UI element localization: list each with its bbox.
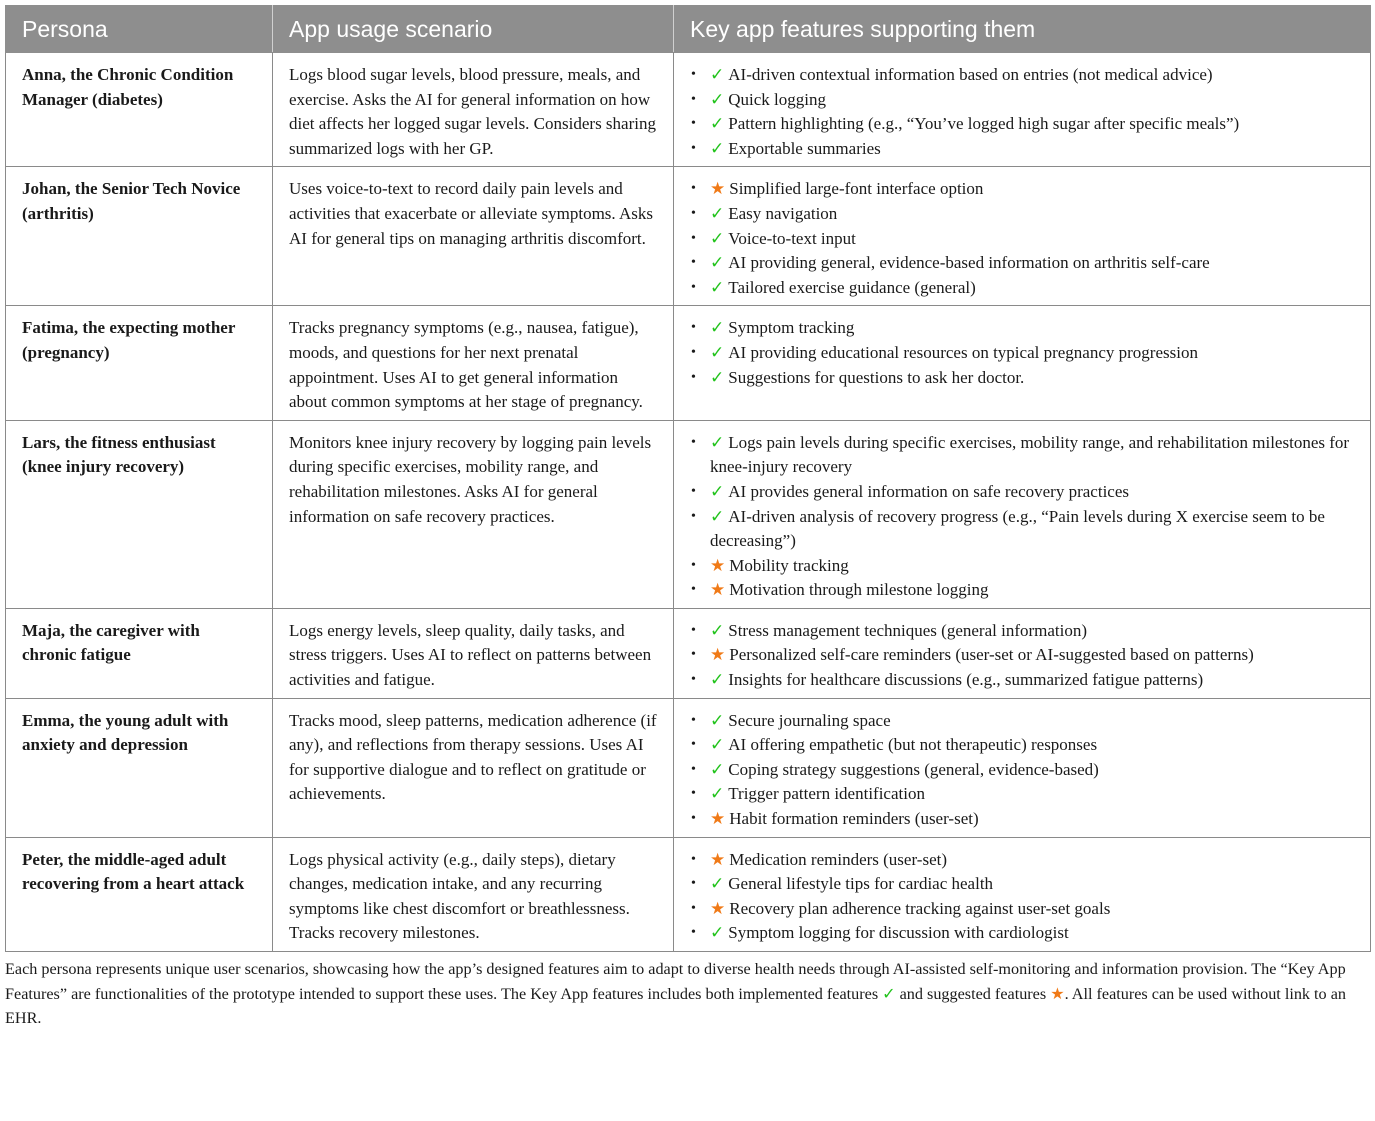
bullet-icon: • — [691, 712, 696, 728]
checkmark-icon: ✓ — [882, 983, 896, 1003]
bullet-icon: • — [691, 230, 696, 246]
feature-item — [690, 733, 1354, 758]
persona-cell: Peter, the middle-aged adult recovering from a heart attack — [6, 837, 273, 951]
feature-text: Motivation through milestone logging — [729, 580, 989, 600]
checkmark-icon: ✓ — [710, 253, 725, 274]
feature-item — [690, 921, 1354, 946]
bullet-icon: • — [691, 434, 696, 450]
checkmark-icon: ✓ — [710, 710, 725, 731]
feature-text: Trigger pattern identification — [728, 784, 925, 804]
bullet-icon: • — [691, 279, 696, 295]
feature-item — [690, 480, 1354, 505]
table-row — [6, 698, 1371, 837]
checkmark-icon: ✓ — [710, 65, 725, 85]
feature-item — [690, 431, 1354, 480]
features-cell — [674, 420, 1371, 608]
feature-text: Symptom logging for discussion with cardiologist — [728, 923, 1069, 943]
bullet-icon: • — [691, 67, 696, 82]
bullet-icon: • — [691, 925, 696, 941]
features-cell — [674, 837, 1371, 951]
feature-list — [690, 177, 1354, 300]
feature-item — [690, 112, 1354, 137]
table-row — [6, 306, 1371, 420]
header-scenario: App usage scenario — [273, 6, 674, 53]
persona-cell: Fatima, the expecting mother (pregnancy) — [6, 306, 273, 420]
feature-text: Stress management techniques (general information) — [728, 620, 1088, 640]
feature-text: Personalized self-care reminders (user-set or AI-suggested based on patterns) — [729, 645, 1254, 665]
bullet-icon: • — [691, 851, 696, 867]
feature-text: Insights for healthcare discussions (e.g., summarized fatigue patterns) — [728, 670, 1204, 690]
header-persona: Persona — [6, 6, 273, 53]
bullet-icon: • — [691, 181, 696, 197]
persona-cell: Anna, the Chronic Condition Manager (diabetes) — [6, 53, 273, 167]
features-cell — [674, 608, 1371, 698]
checkmark-icon: ✓ — [710, 874, 725, 895]
feature-text: Logs pain levels during specific exercises, mobility range, and rehabilitation milestones for knee-injury recovery — [710, 432, 1350, 477]
bullet-icon: • — [691, 737, 696, 753]
feature-item — [690, 758, 1354, 783]
feature-text: AI providing general, evidence-based information on arthritis self-care — [728, 253, 1210, 273]
bullet-icon: • — [691, 672, 696, 688]
checkmark-icon: ✓ — [710, 670, 725, 691]
table-header — [6, 6, 1371, 53]
table-body — [6, 53, 1371, 952]
feature-list — [690, 619, 1354, 693]
checkmark-icon: ✓ — [710, 203, 725, 224]
checkmark-icon: ✓ — [710, 114, 725, 135]
persona-cell: Lars, the fitness enthusiast (knee injury recovery) — [6, 420, 273, 608]
feature-text: Medication reminders (user-set) — [729, 849, 947, 869]
feature-item — [690, 63, 1354, 88]
feature-item — [690, 619, 1354, 644]
feature-text: Suggestions for questions to ask her doctor. — [728, 367, 1025, 387]
feature-item — [690, 782, 1354, 807]
bullet-icon: • — [691, 255, 696, 271]
bullet-icon: • — [691, 582, 696, 598]
feature-item — [690, 88, 1354, 113]
feature-item — [690, 316, 1354, 341]
table-container — [5, 5, 1370, 1031]
feature-item — [690, 177, 1354, 202]
feature-item — [690, 227, 1354, 252]
header-features: Key app features supporting them — [674, 6, 1371, 53]
bullet-icon: • — [691, 140, 696, 156]
scenario-cell: Monitors knee injury recovery by logging pain levels during specific exercises, mobility range, and rehabilitation milestones. Asks AI for general information on safe recovery practices. — [273, 420, 674, 608]
feature-text: Habit formation reminders (user-set) — [729, 809, 979, 829]
feature-item — [690, 251, 1354, 276]
feature-item — [690, 366, 1354, 391]
features-cell — [674, 306, 1371, 420]
bullet-icon: • — [691, 647, 696, 663]
feature-item — [690, 276, 1354, 301]
scenario-cell: Logs physical activity (e.g., daily steps), dietary changes, medication intake, and any recurring symptoms like chest discomfort or breathlessness. Tracks recovery milestones. — [273, 837, 674, 951]
bullet-icon: • — [691, 344, 696, 360]
feature-item — [690, 578, 1354, 603]
feature-text: Voice-to-text input — [728, 228, 856, 248]
feature-item — [690, 897, 1354, 922]
table-row — [6, 420, 1371, 608]
features-cell — [674, 698, 1371, 837]
feature-list — [690, 709, 1354, 832]
bullet-icon: • — [691, 483, 696, 499]
persona-cell: Johan, the Senior Tech Novice (arthritis) — [6, 167, 273, 306]
feature-text: Secure journaling space — [728, 710, 891, 730]
star-icon: ★ — [710, 898, 726, 919]
checkmark-icon: ✓ — [710, 759, 725, 780]
checkmark-icon: ✓ — [710, 735, 725, 756]
persona-table — [5, 5, 1371, 952]
feature-text: AI offering empathetic (but not therapeutic) responses — [728, 735, 1098, 755]
bullet-icon: • — [691, 557, 696, 573]
feature-list — [690, 431, 1354, 603]
checkmark-icon: ✓ — [710, 367, 725, 388]
feature-list — [690, 316, 1354, 390]
checkmark-icon: ✓ — [710, 277, 725, 298]
feature-text: Easy navigation — [728, 203, 838, 223]
bullet-icon: • — [691, 508, 696, 524]
features-cell — [674, 53, 1371, 167]
star-icon: ★ — [710, 555, 726, 576]
star-icon: ★ — [710, 645, 726, 666]
feature-item — [690, 807, 1354, 832]
feature-text: AI provides general information on safe recovery practices — [728, 481, 1129, 501]
bullet-icon: • — [691, 116, 696, 132]
feature-item — [690, 668, 1354, 693]
feature-text: Recovery plan adherence tracking against user-set goals — [729, 898, 1111, 918]
persona-cell: Maja, the caregiver with chronic fatigue — [6, 608, 273, 698]
feature-text: AI providing educational resources on typical pregnancy progression — [728, 342, 1198, 362]
star-icon: ★ — [710, 580, 726, 601]
scenario-cell: Uses voice-to-text to record daily pain levels and activities that exacerbate or alleviate symptoms. Asks AI for general tips on managing arthritis discomfort. — [273, 167, 674, 306]
feature-text: Symptom tracking — [728, 318, 855, 338]
persona-cell: Emma, the young adult with anxiety and depression — [6, 698, 273, 837]
feature-text: Pattern highlighting (e.g., “You’ve logged high sugar after specific meals”) — [728, 114, 1240, 134]
feature-text: Coping strategy suggestions (general, evidence-based) — [728, 759, 1099, 779]
bullet-icon: • — [691, 900, 696, 916]
star-icon: ★ — [710, 849, 726, 870]
feature-item — [690, 137, 1354, 162]
checkmark-icon: ✓ — [710, 228, 725, 249]
table-row — [6, 837, 1371, 951]
feature-item — [690, 554, 1354, 579]
star-icon: ★ — [710, 809, 726, 830]
table-row — [6, 167, 1371, 306]
checkmark-icon: ✓ — [710, 481, 725, 502]
checkmark-icon: ✓ — [710, 89, 725, 110]
checkmark-icon: ✓ — [710, 620, 725, 641]
header-row — [6, 6, 1371, 53]
table-row — [6, 53, 1371, 167]
scenario-cell: Logs blood sugar levels, blood pressure, meals, and exercise. Asks the AI for general information on how diet affects her logged sugar levels. Considers sharing summarized logs with her GP. — [273, 53, 674, 167]
table-row — [6, 608, 1371, 698]
features-cell — [674, 167, 1371, 306]
checkmark-icon: ✓ — [710, 342, 725, 363]
checkmark-icon: ✓ — [710, 138, 725, 159]
feature-text: AI-driven contextual information based on entries (not medical advice) — [728, 65, 1213, 84]
feature-text: Quick logging — [728, 89, 826, 109]
feature-item — [690, 872, 1354, 897]
footnote-text-2: and suggested features — [895, 984, 1051, 1003]
bullet-icon: • — [691, 622, 696, 638]
star-icon: ★ — [710, 179, 726, 200]
checkmark-icon: ✓ — [710, 923, 725, 944]
feature-text: AI-driven analysis of recovery progress (e.g., “Pain levels during X exercise seem to be decreasing”) — [710, 506, 1325, 551]
bullet-icon: • — [691, 876, 696, 892]
feature-text: General lifestyle tips for cardiac health — [728, 874, 994, 894]
scenario-cell: Logs energy levels, sleep quality, daily tasks, and stress triggers. Uses AI to reflect on patterns between activities and fatigue. — [273, 608, 674, 698]
feature-item — [690, 848, 1354, 873]
footnote-text-1: Each persona represents unique user scenarios, showcasing how the app’s designed features aim to adapt to diverse health needs through AI-assisted self-monitoring and information provision. The “Key App Features” are functionalities of the prototype intended to support these uses. The Key App features includes both implemented features — [5, 960, 1346, 1003]
scenario-cell: Tracks pregnancy symptoms (e.g., nausea, fatigue), moods, and questions for her next prenatal appointment. Uses AI to get general information about common symptoms at her stage of pregnancy. — [273, 306, 674, 420]
feature-item — [690, 643, 1354, 668]
feature-item — [690, 202, 1354, 227]
feature-list — [690, 63, 1354, 161]
table-footnote — [5, 957, 1373, 1031]
feature-item — [690, 505, 1354, 554]
scenario-cell: Tracks mood, sleep patterns, medication adherence (if any), and reflections from therapy sessions. Uses AI for supportive dialogue and to reflect on gratitude or achievements. — [273, 698, 674, 837]
bullet-icon: • — [691, 761, 696, 777]
checkmark-icon: ✓ — [710, 432, 725, 453]
bullet-icon: • — [691, 320, 696, 336]
checkmark-icon: ✓ — [710, 784, 725, 805]
bullet-icon: • — [691, 369, 696, 385]
feature-text: Mobility tracking — [729, 555, 849, 575]
checkmark-icon: ✓ — [710, 318, 725, 339]
feature-list — [690, 848, 1354, 946]
feature-text: Simplified large-font interface option — [729, 179, 984, 199]
star-icon: ★ — [1050, 983, 1065, 1003]
bullet-icon: • — [691, 786, 696, 802]
feature-text: Tailored exercise guidance (general) — [728, 277, 976, 297]
footnote-text-3: . All features can be used without link to an EHR. — [5, 984, 1346, 1027]
bullet-icon: • — [691, 811, 696, 827]
checkmark-icon: ✓ — [710, 506, 725, 527]
feature-item — [690, 341, 1354, 366]
feature-item — [690, 709, 1354, 734]
bullet-icon: • — [691, 91, 696, 107]
feature-text: Exportable summaries — [728, 138, 881, 158]
bullet-icon: • — [691, 205, 696, 221]
